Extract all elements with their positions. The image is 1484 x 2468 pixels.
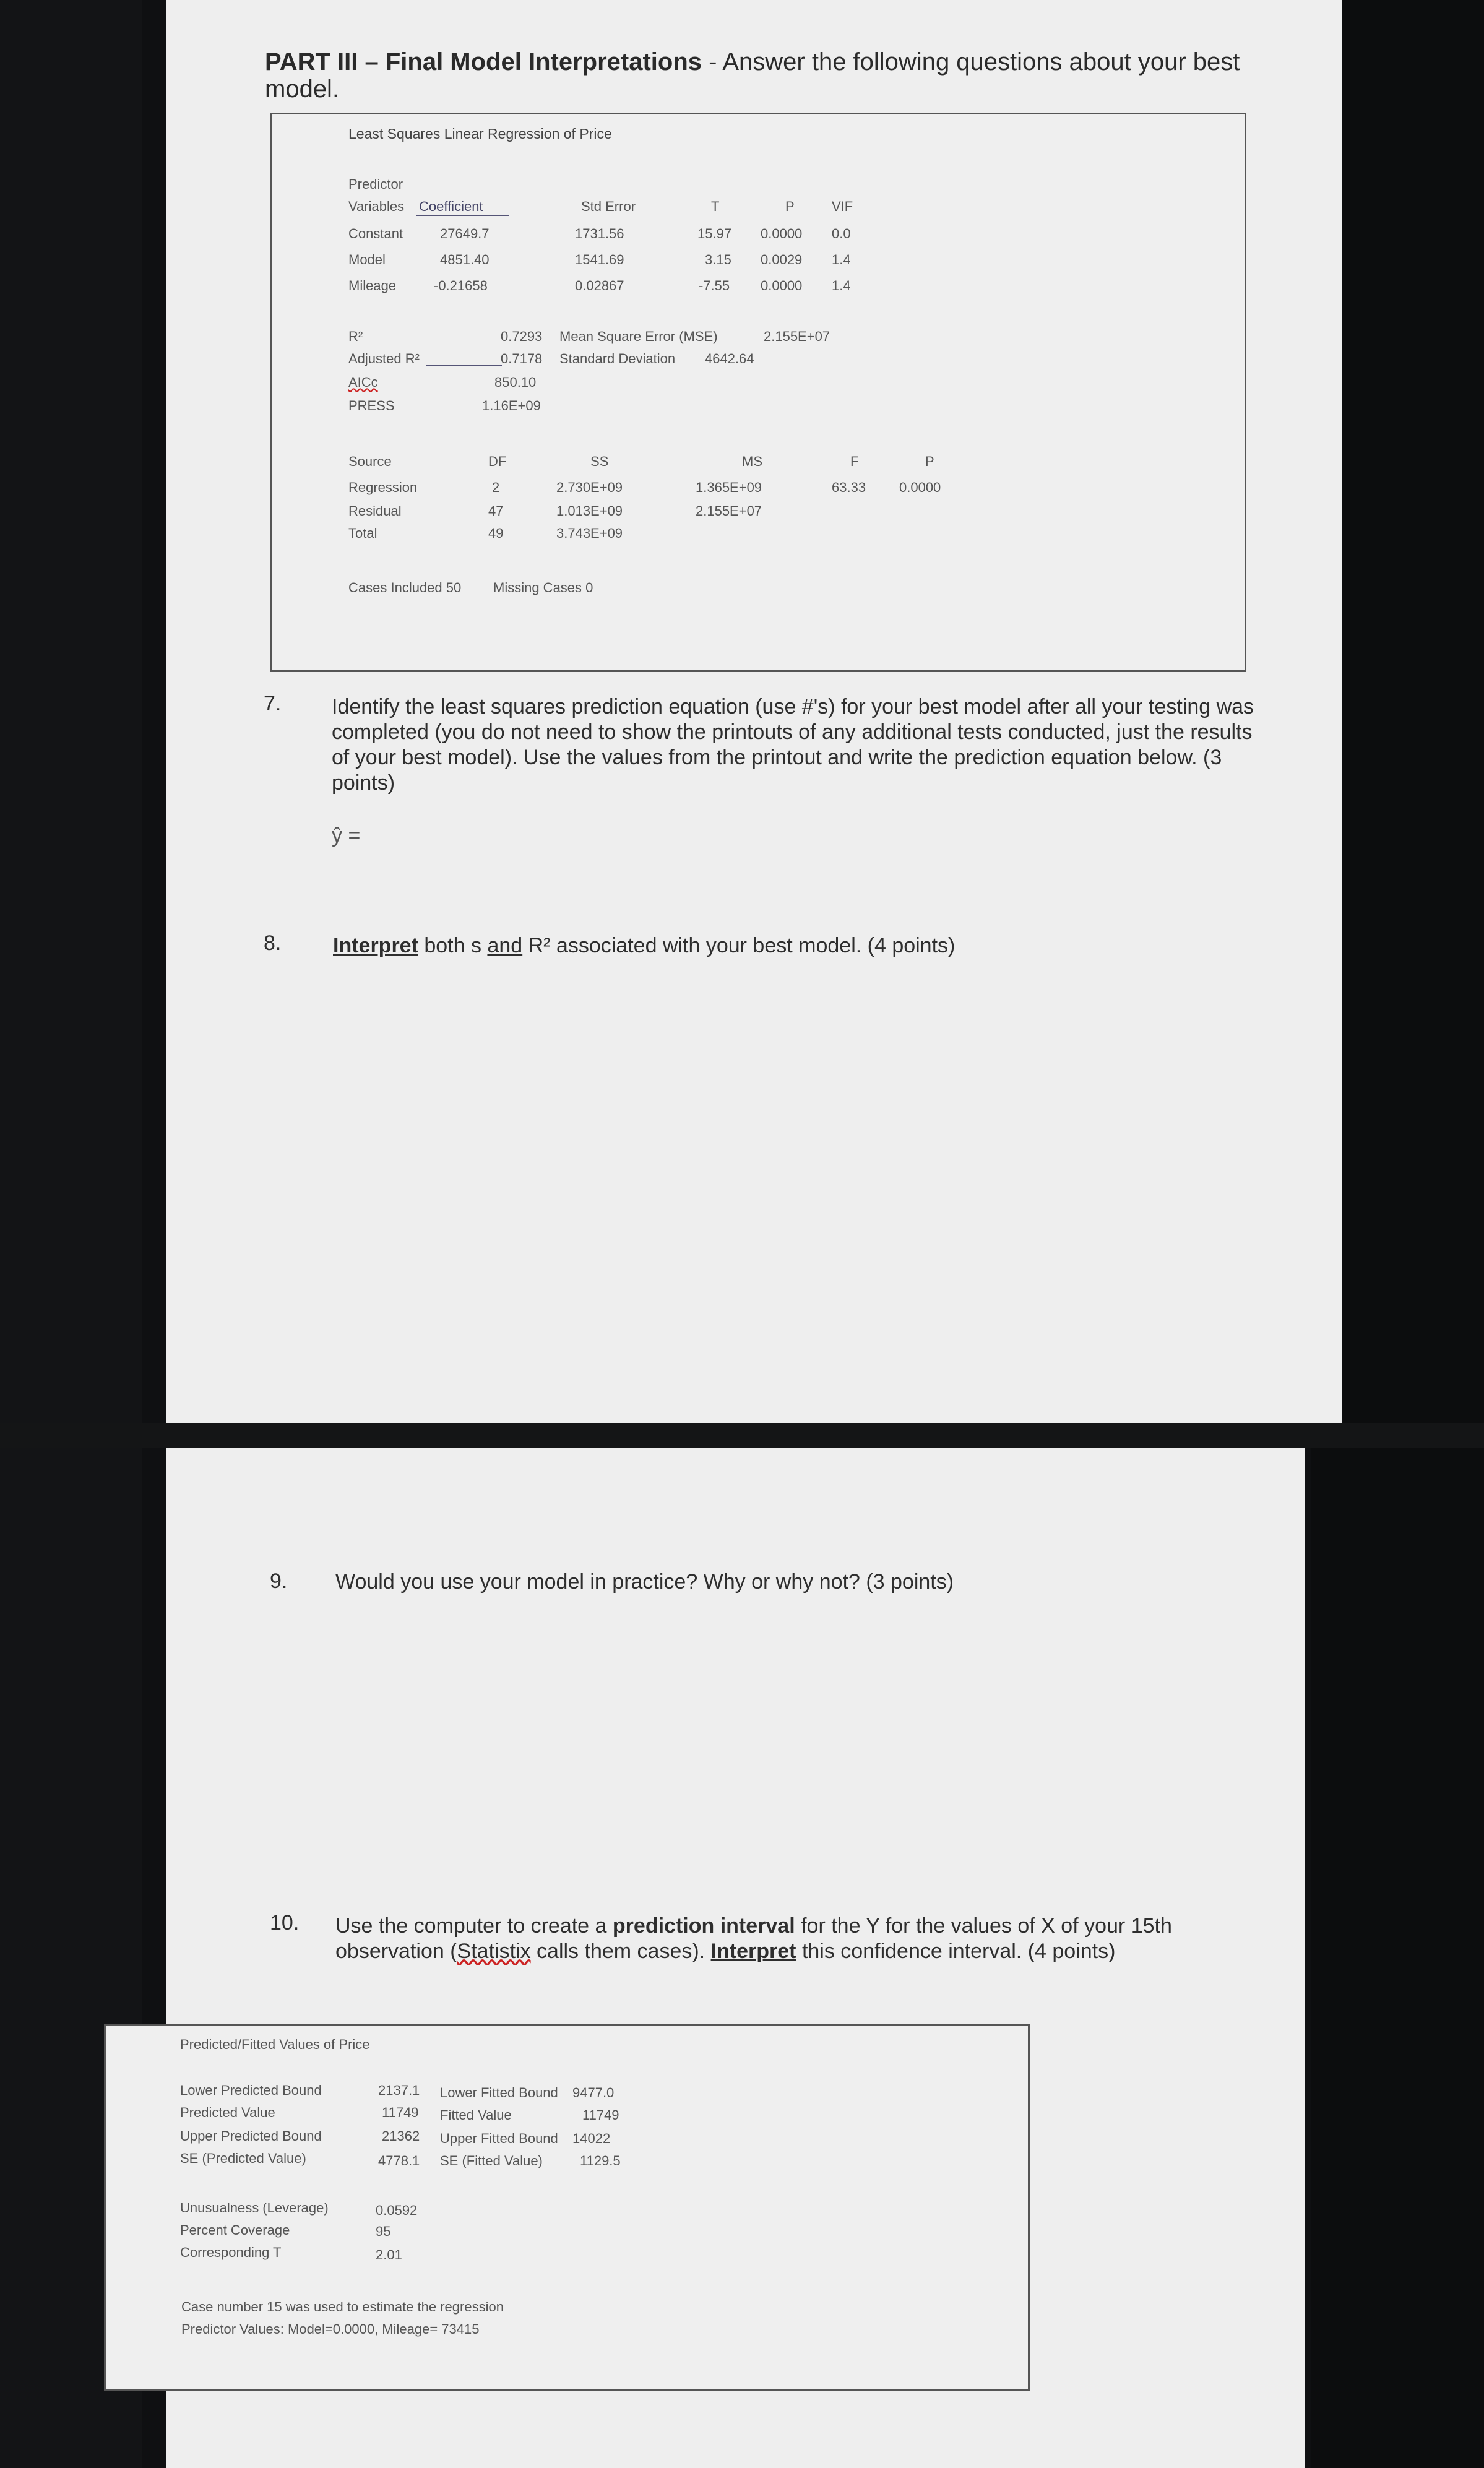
fit-label: Lower Fitted Bound <box>440 2085 558 2100</box>
predictor-label: Predictor <box>348 176 403 192</box>
q8-and: and <box>487 934 523 957</box>
anova-cell: 2.155E+07 <box>696 503 762 519</box>
anova-row-label: Regression <box>348 480 418 495</box>
table-row-label: Mileage <box>348 278 397 293</box>
anova-cell: 49 <box>488 525 504 541</box>
question-10-number: 10. <box>270 1911 300 1935</box>
r2-value: 0.7293 <box>501 329 543 344</box>
q8-mid: both s <box>418 934 488 957</box>
question-7-text: Identify the least squares prediction equation (use #'s) for your best model after all your testing was completed (you do not need to show the printouts of any additional tests conducted, just the results of your best model). Use the values from the printout and write the prediction equation below. (3 points) <box>332 695 1254 795</box>
prediction-equation-prefix: ŷ = <box>332 824 361 847</box>
fit-value: 1129.5 <box>580 2153 621 2168</box>
question-9-number: 9. <box>270 1569 288 1593</box>
col-coefficient: Coefficient <box>419 199 483 214</box>
anova-cell: 1.013E+09 <box>556 503 623 519</box>
q10-d: this confidence interval. (4 points) <box>796 1939 1116 1963</box>
anova-row-label: Total <box>348 525 377 541</box>
question-9-text: Would you use your model in practice? Why or why not? (3 points) <box>335 1570 954 1594</box>
mse-label: Mean Square Error (MSE) <box>559 329 718 344</box>
table-cell: 1541.69 <box>575 252 624 267</box>
q10-a: Use the computer to create a <box>335 1914 613 1938</box>
q10-statistix: Statistix <box>457 1939 531 1963</box>
regression-heading: Least Squares Linear Regression of Price <box>348 126 612 142</box>
pred-label: Lower Predicted Bound <box>180 2082 322 2098</box>
prediction-output-box <box>104 2024 1030 2391</box>
pred-value: 2137.1 <box>378 2082 420 2098</box>
question-8-text <box>333 933 1261 959</box>
q10-b: for the Y for the values of X of your 15th observation ( <box>335 1914 1172 1963</box>
table-cell: 0.0029 <box>761 252 803 267</box>
section-title <box>265 48 1286 103</box>
fit-label: Fitted Value <box>440 2107 512 2123</box>
anova-cell: 1.365E+09 <box>696 480 762 495</box>
table-cell: 1.4 <box>832 252 851 267</box>
q10-bold: prediction interval <box>612 1914 795 1938</box>
pred-value: 4778.1 <box>378 2153 420 2168</box>
adj-r2-underline <box>426 365 502 366</box>
fit-value: 14022 <box>572 2131 611 2146</box>
regression-output-box <box>270 113 1246 672</box>
pred-value: 11749 <box>382 2105 419 2120</box>
table-cell: -7.55 <box>699 278 730 293</box>
press-label: PRESS <box>348 398 395 413</box>
coefficient-underline <box>416 215 509 216</box>
adj-r2-label: Adjusted R² <box>348 351 420 366</box>
cases-included: Cases Included 50 <box>348 580 462 595</box>
table-cell: 27649.7 <box>440 226 490 241</box>
extra-value: 0.0592 <box>376 2203 418 2218</box>
anova-cell: 0.0000 <box>899 480 941 495</box>
q10-c: calls them cases). <box>530 1939 711 1963</box>
pred-label: SE (Predicted Value) <box>180 2151 306 2166</box>
title-bold: PART III – Final Model Interpretations <box>265 48 702 76</box>
col-t: T <box>711 199 720 214</box>
press-value: 1.16E+09 <box>482 398 541 413</box>
r2-label: R² <box>348 329 363 344</box>
table-cell: 1731.56 <box>575 226 624 241</box>
aicc-label: AICc <box>348 374 378 390</box>
anova-col: DF <box>488 454 507 469</box>
pred-value: 21362 <box>382 2128 420 2144</box>
q10-interpret: Interpret <box>710 1939 796 1963</box>
anova-col: SS <box>590 454 609 469</box>
table-cell: 4851.40 <box>440 252 490 267</box>
anova-cell: 2.730E+09 <box>556 480 623 495</box>
table-cell: 0.0 <box>832 226 851 241</box>
table-row-label: Constant <box>348 226 403 241</box>
col-variables: Variables <box>348 199 405 214</box>
predictor-values-note: Predictor Values: Model=0.0000, Mileage= 73415 <box>181 2321 480 2337</box>
sd-value: 4642.64 <box>705 351 754 366</box>
question-10-text <box>335 1914 1227 1964</box>
pred-label: Upper Predicted Bound <box>180 2128 322 2144</box>
question-8-number: 8. <box>264 931 282 955</box>
col-vif: VIF <box>832 199 853 214</box>
fit-value: 9477.0 <box>572 2085 615 2100</box>
page-gap <box>0 1423 1484 1448</box>
fit-label: SE (Fitted Value) <box>440 2153 543 2168</box>
anova-col: Source <box>348 454 392 469</box>
q8-interpret: Interpret <box>333 934 418 957</box>
table-cell: 0.02867 <box>575 278 624 293</box>
sd-label: Standard Deviation <box>559 351 676 366</box>
table-cell: 3.15 <box>705 252 731 267</box>
extra-label: Unusualness (Leverage) <box>180 2200 329 2216</box>
anova-cell: 63.33 <box>832 480 866 495</box>
anova-col: P <box>925 454 934 469</box>
anova-col: MS <box>742 454 762 469</box>
missing-cases: Missing Cases 0 <box>493 580 593 595</box>
question-7-number: 7. <box>264 692 282 715</box>
extra-value: 95 <box>376 2224 391 2239</box>
mse-value: 2.155E+07 <box>764 329 830 344</box>
table-cell: -0.21658 <box>434 278 488 293</box>
table-cell: 0.0000 <box>761 226 803 241</box>
table-cell: 15.97 <box>697 226 732 241</box>
anova-cell: 2 <box>492 480 500 495</box>
table-cell: 0.0000 <box>761 278 803 293</box>
anova-cell: 3.743E+09 <box>556 525 623 541</box>
table-row-label: Model <box>348 252 386 267</box>
anova-cell: 47 <box>488 503 504 519</box>
aicc-value: 850.10 <box>494 374 537 390</box>
table-cell: 1.4 <box>832 278 851 293</box>
anova-row-label: Residual <box>348 503 402 519</box>
prediction-heading: Predicted/Fitted Values of Price <box>180 2037 370 2052</box>
document-page-1 <box>166 0 1342 1423</box>
anova-col: F <box>850 454 859 469</box>
fit-label: Upper Fitted Bound <box>440 2131 558 2146</box>
extra-label: Corresponding T <box>180 2245 282 2260</box>
pred-label: Predicted Value <box>180 2105 275 2120</box>
fit-value: 11749 <box>582 2107 619 2123</box>
col-std-error: Std Error <box>581 199 636 214</box>
col-p: P <box>785 199 795 214</box>
extra-value: 2.01 <box>376 2247 402 2263</box>
extra-label: Percent Coverage <box>180 2222 290 2238</box>
title-rest: - Answer the following questions about your best model. <box>265 48 1240 103</box>
q8-rest: R² associated with your best model. (4 points) <box>522 934 956 957</box>
case-note: Case number 15 was used to estimate the regression <box>181 2299 504 2315</box>
adj-r2-value: 0.7178 <box>501 351 543 366</box>
